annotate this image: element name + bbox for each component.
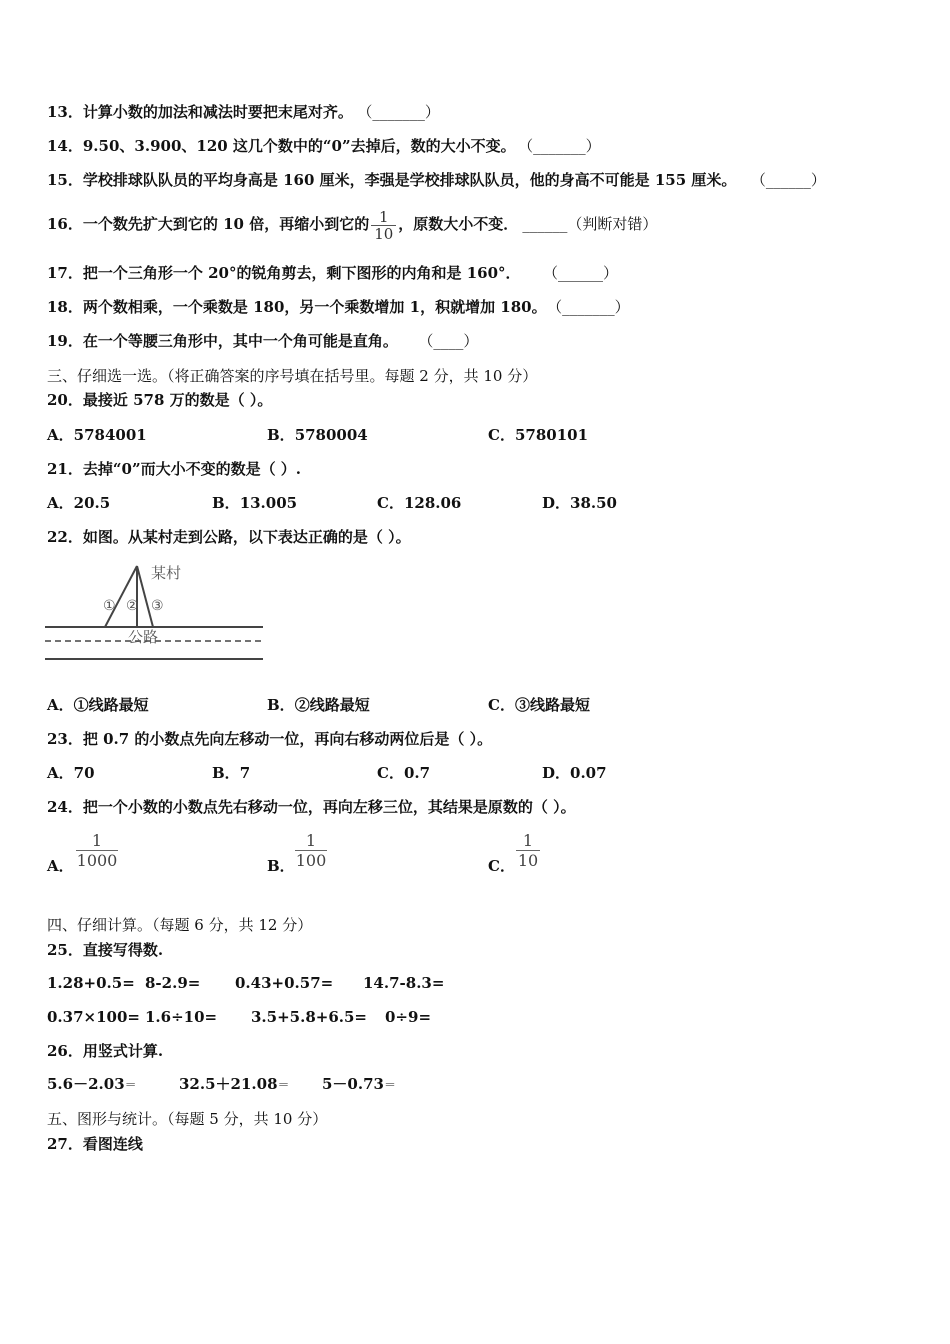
calc-item: 3.5+5.8+6.5=: [251, 1008, 367, 1026]
option-text: 7: [239, 764, 251, 782]
fraction-denominator: 1000: [76, 851, 118, 870]
option-text: 20.5: [73, 494, 111, 512]
question-23-stem: 23．把 0.7 的小数点先向左移动一位，再向右移动两位后是（ ）。: [47, 730, 493, 748]
calc-item: 0÷9=: [385, 1008, 432, 1026]
answer-blank[interactable]: （______）: [758, 171, 826, 189]
option-label: B．: [267, 857, 295, 875]
option-text: 13.005: [239, 494, 298, 512]
question-text: 计算小数的加法和减法时要把末尾对齐。: [82, 103, 353, 121]
option-label: A．: [47, 494, 74, 512]
calc-item: 0.37×100=: [47, 1008, 140, 1026]
path-1-label: ①: [103, 598, 116, 614]
option-text: ③线路最短: [514, 696, 590, 714]
answer-blank[interactable]: （_______）: [525, 137, 601, 155]
option-label: B．: [267, 696, 295, 714]
path-2-label: ②: [126, 598, 139, 614]
calc-item: 8-2.9=: [145, 974, 201, 992]
q21-option-a[interactable]: [47, 493, 110, 513]
option-label: C．: [488, 696, 515, 714]
calc-expression: 5.6－2.03: [47, 1075, 125, 1093]
calc-item: 1.28+0.5=: [47, 974, 135, 992]
fraction-numerator: 1: [522, 831, 534, 850]
option-text: 70: [73, 764, 95, 782]
option-label: D．: [542, 494, 571, 512]
question-text: 学校排球队队员的平均身高是 160 厘米，李强是学校排球队队员，他的身高不可能是 155 厘米。: [82, 171, 737, 189]
question-15: [47, 170, 826, 190]
path-3-label: ③: [151, 598, 164, 614]
question-number: 13．: [47, 103, 83, 121]
q23-option-c[interactable]: [377, 763, 430, 783]
question-13: [47, 102, 440, 122]
q20-option-c[interactable]: [488, 425, 588, 445]
question-number: 15．: [47, 171, 83, 189]
q21-option-b[interactable]: [212, 493, 297, 513]
option-text: 0.07: [570, 764, 607, 782]
fraction-denominator: 10: [371, 225, 396, 242]
option-label: B．: [212, 494, 240, 512]
fraction-numerator: 1: [305, 831, 317, 850]
section-5-title: 五、图形与统计。（每题 5 分，共 10 分）: [47, 1110, 328, 1128]
fraction-numerator: 1: [91, 831, 103, 850]
question-text: ，原数大小不变．: [398, 215, 519, 233]
option-text: 5780004: [294, 426, 368, 444]
q23-option-b[interactable]: [212, 763, 250, 783]
question-17: [47, 263, 618, 283]
fraction-denominator: 10: [517, 851, 539, 870]
fraction-numerator: 1: [378, 207, 389, 226]
q22-option-a[interactable]: [47, 695, 149, 715]
option-text: 5780101: [514, 426, 589, 444]
q20-option-b[interactable]: [267, 425, 368, 445]
option-text: ②线路最短: [294, 696, 370, 714]
question-number: 18．: [47, 298, 83, 316]
option-label: A．: [47, 426, 74, 444]
answer-blank[interactable]: （_______）: [364, 103, 440, 121]
question-19: [47, 331, 478, 351]
option-label: A．: [47, 857, 74, 875]
q24-option-b-fraction: [295, 832, 327, 871]
q21-option-c[interactable]: [377, 493, 461, 513]
question-text: 在一个等腰三角形中，其中一个角可能是直角。: [82, 332, 398, 350]
option-label: D．: [542, 764, 571, 782]
q24-option-c[interactable]: [488, 856, 515, 876]
option-label: B．: [212, 764, 240, 782]
q23-option-a[interactable]: [47, 763, 95, 783]
question-24-stem: 24．把一个小数的小数点先右移动一位，再向左移三位，其结果是原数的（ ）。: [47, 798, 576, 816]
q24-option-c-fraction: [516, 832, 540, 871]
vertical-calc-item: [322, 1074, 396, 1095]
option-text: 128.06: [403, 494, 462, 512]
equals-sign: ＝: [383, 1078, 396, 1092]
answer-blank[interactable]: （____）: [425, 332, 479, 350]
option-label: C．: [488, 857, 515, 875]
question-text: 9.50、3.900、120 这几个数中的“0”去掉后，数的大小不变。: [82, 137, 516, 155]
section-3-title: 三、仔细选一选。（将正确答案的序号填在括号里。每题 2 分，共 10 分）: [47, 367, 538, 385]
fraction: [371, 209, 396, 242]
question-18: [47, 297, 630, 317]
q22-option-b[interactable]: [267, 695, 370, 715]
option-label: C．: [488, 426, 515, 444]
question-number: 16．: [47, 215, 83, 233]
q23-option-d[interactable]: [542, 763, 607, 783]
option-text: 0.7: [403, 764, 431, 782]
equals-sign: ＝: [124, 1078, 137, 1092]
path-1-line: [105, 566, 137, 627]
q20-option-a[interactable]: [47, 425, 147, 445]
q24-option-a-fraction: [76, 832, 118, 871]
vertical-calc-item: [47, 1074, 137, 1095]
q24-option-b[interactable]: [267, 856, 295, 876]
q24-option-a[interactable]: [47, 856, 74, 876]
q22-option-c[interactable]: [488, 695, 590, 715]
vertical-calc-item: [179, 1074, 290, 1095]
answer-blank[interactable]: ______（判断对错）: [522, 215, 658, 233]
question-text: 一个数先扩大到它的 10 倍，再缩小到它的: [82, 215, 370, 233]
answer-blank[interactable]: （_______）: [554, 298, 630, 316]
road-label: 公路: [128, 628, 159, 646]
option-label: A．: [47, 764, 74, 782]
calc-expression: 5－0.73: [322, 1075, 384, 1093]
question-21-stem: 21．去掉“0”而大小不变的数是（ ）.: [47, 460, 302, 478]
option-label: C．: [377, 494, 404, 512]
question-27-stem: 27．看图连线: [47, 1135, 143, 1153]
question-16: [47, 206, 657, 242]
section-4-title: 四、仔细计算。（每题 6 分，共 12 分）: [47, 916, 313, 934]
equals-sign: ＝: [277, 1078, 290, 1092]
option-label: B．: [267, 426, 295, 444]
option-label: C．: [377, 764, 404, 782]
option-text: 5784001: [73, 426, 147, 444]
calc-item: 1.6÷10=: [145, 1008, 218, 1026]
option-text: 38.50: [570, 494, 617, 512]
fraction-denominator: 100: [295, 851, 327, 870]
question-22-stem: 22．如图。从某村走到公路，以下表达正确的是（ ）。: [47, 528, 411, 546]
question-text: 两个数相乘，一个乘数是 180，另一个乘数增加 1，积就增加 180。: [82, 298, 547, 316]
question-text: 把一个三角形一个 20°的锐角剪去，剩下图形的内角和是 160°．: [82, 264, 521, 282]
village-road-figure: [40, 558, 280, 668]
question-number: 19．: [47, 332, 83, 350]
calc-expression: 32.5＋21.08: [179, 1075, 278, 1093]
question-14: [47, 136, 601, 156]
question-20-stem: 20．最接近 578 万的数是（ ）。: [47, 391, 273, 409]
question-number: 14．: [47, 137, 83, 155]
calc-item: 0.43+0.57=: [235, 974, 334, 992]
option-text: ①线路最短: [73, 696, 149, 714]
question-26-stem: 26．用竖式计算.: [47, 1042, 164, 1060]
option-label: A．: [47, 696, 74, 714]
calc-item: 14.7-8.3=: [363, 974, 445, 992]
question-number: 17．: [47, 264, 83, 282]
village-label: 某村: [151, 564, 182, 582]
answer-blank[interactable]: （______）: [550, 264, 619, 282]
q21-option-d[interactable]: [542, 493, 617, 513]
question-25-stem: 25．直接写得数.: [47, 941, 164, 959]
